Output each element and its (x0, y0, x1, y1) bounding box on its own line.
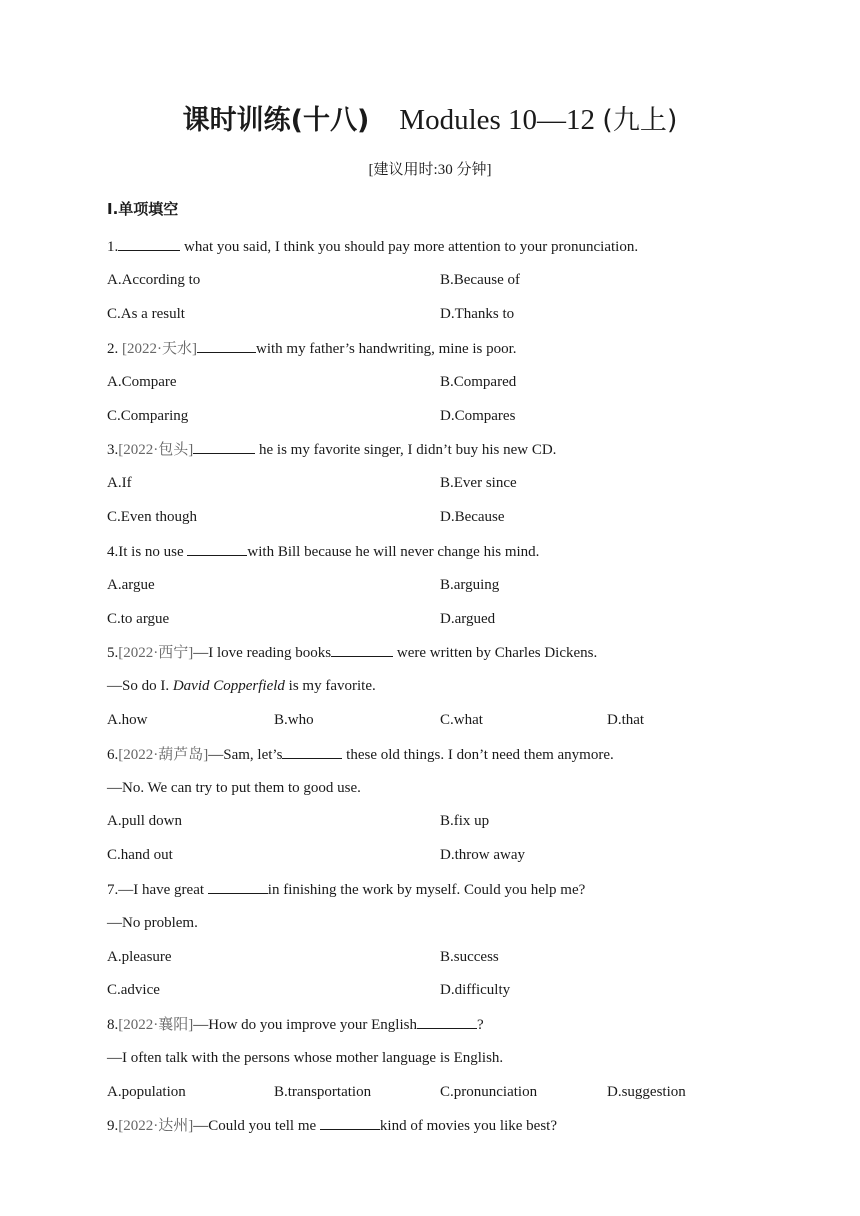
option-b: B.Compared (440, 374, 517, 390)
answer-blank (331, 643, 393, 657)
answer-blank (208, 880, 268, 894)
option-a: A.pull down (107, 813, 182, 829)
question-source: [2022·天水] (122, 341, 197, 357)
option-b: B.Ever since (440, 475, 517, 491)
option-d: D.throw away (440, 847, 525, 863)
question-number: 2. (107, 341, 122, 357)
answer-blank (320, 1116, 380, 1130)
question-text-pre: It is no use (118, 544, 188, 560)
option-a: A.Compare (107, 374, 177, 390)
question-text: he is my favorite singer, I didn’t buy his new CD. (259, 442, 557, 458)
option-c: C.Comparing (107, 408, 189, 424)
book-title: David Copperfield (172, 678, 285, 694)
option-c: C.Even though (107, 509, 197, 525)
option-d: D.argued (440, 611, 496, 627)
question-text: with my father’s handwriting, mine is poor. (256, 341, 517, 357)
question-5 (107, 643, 597, 662)
question-7-reply: —No problem. (107, 915, 198, 931)
answer-blank (197, 339, 256, 353)
question-number: 6. (107, 747, 119, 763)
option-d: D.suggestion (607, 1084, 686, 1100)
question-number: 5. (107, 645, 119, 661)
option-c: C.As a result (107, 306, 185, 322)
option-d: D.Because (440, 509, 505, 525)
reply-text-pre: —So do I. (107, 678, 173, 694)
option-a: A.pleasure (107, 949, 172, 965)
question-6-reply: —No. We can try to put them to good use. (107, 780, 361, 796)
question-4 (107, 542, 539, 561)
question-7 (107, 880, 585, 899)
question-number: 3. (107, 442, 119, 458)
answer-blank (282, 745, 342, 759)
option-a: A.argue (107, 577, 155, 593)
question-2 (107, 339, 517, 358)
question-6 (107, 745, 614, 764)
question-8 (107, 1015, 484, 1034)
option-a: A.According to (107, 272, 201, 288)
answer-blank (417, 1015, 477, 1029)
option-c: C.pronunciation (440, 1084, 538, 1100)
option-c: C.advice (107, 982, 160, 998)
option-c: C.hand out (107, 847, 173, 863)
title-grade: (九上) (602, 105, 678, 136)
question-source: [2022·襄阳] (118, 1017, 194, 1033)
option-d: D.difficulty (440, 982, 511, 998)
question-text-pre: —Sam, let’s (208, 747, 283, 763)
option-b: B.success (440, 949, 499, 965)
option-b: B.fix up (440, 813, 490, 829)
question-number: 7. (107, 882, 119, 898)
question-text-pre: —Could you tell me (193, 1118, 320, 1134)
title-english: Modules 10—12 (399, 104, 596, 136)
question-9 (107, 1116, 557, 1135)
question-number: 4. (107, 544, 119, 560)
question-5-reply (107, 677, 376, 695)
reply-text-post: is my favorite. (284, 678, 376, 694)
question-text: these old things. I don’t need them anymore. (346, 747, 614, 763)
option-b: B.Because of (440, 272, 520, 288)
question-text: were written by Charles Dickens. (396, 645, 598, 661)
section-heading: Ⅰ.单项填空 (107, 200, 179, 218)
question-text: in finishing the work by myself. Could you help me? (267, 882, 586, 898)
option-d: D.Compares (440, 408, 516, 424)
question-1 (107, 237, 638, 256)
title-chinese: 课时训练(十八) (182, 105, 370, 136)
option-b: B.who (274, 712, 314, 728)
option-a: A.how (107, 712, 148, 728)
page-title (0, 98, 860, 137)
option-d: D.that (607, 712, 645, 728)
question-text: with Bill because he will never change his mind. (247, 544, 540, 560)
answer-blank (187, 542, 247, 556)
question-text-pre: —How do you improve your English (193, 1017, 417, 1033)
question-number: 1. (107, 239, 119, 255)
question-text: ? (476, 1017, 484, 1033)
question-number: 9. (107, 1118, 119, 1134)
option-b: B.arguing (440, 577, 500, 593)
question-source: [2022·达州] (118, 1118, 194, 1134)
question-text: what you said, I think you should pay more attention to your pronunciation. (180, 239, 639, 255)
question-source: [2022·葫芦岛] (118, 747, 209, 763)
question-source: [2022·西宁] (118, 645, 194, 661)
option-d: D.Thanks to (440, 306, 515, 322)
question-source: [2022·包头] (118, 442, 194, 458)
answer-blank (193, 440, 255, 454)
question-text-pre: —I have great (118, 882, 208, 898)
question-text: kind of movies you like best? (379, 1118, 557, 1134)
question-number: 8. (107, 1017, 119, 1033)
option-b: B.transportation (274, 1084, 372, 1100)
option-c: C.to argue (107, 611, 170, 627)
time-hint: [建议用时:30 分钟] (368, 162, 492, 178)
answer-blank (118, 237, 180, 251)
option-a: A.population (107, 1084, 186, 1100)
option-c: C.what (440, 712, 483, 728)
question-text-pre: —I love reading books (193, 645, 332, 661)
option-a: A.If (107, 475, 132, 491)
question-8-reply: —I often talk with the persons whose mother language is English. (107, 1050, 504, 1066)
question-3 (107, 440, 556, 459)
